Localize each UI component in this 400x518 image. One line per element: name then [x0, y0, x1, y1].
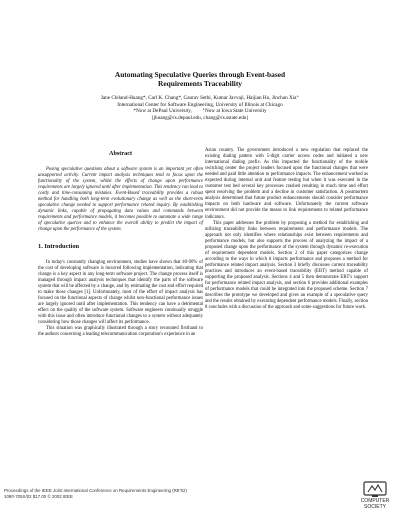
- title-line-1: Automating Speculative Queries through Event-based: [114, 70, 286, 79]
- title-line-2: Requirements Traceability: [158, 79, 242, 88]
- logo-text-line-2: SOCIETY: [364, 504, 386, 510]
- logo-text: [355, 498, 395, 510]
- right-column-paragraph-2: This paper addresses the problem by proposing a method for establishing and utilizing traceability links between requirements and performance models. The approach not only identifies where relationships exist between requirements and performance models, but also supports the process of analyzing the impact of a proposed change upon the performance of the system through dynamic re-execution of requirement dependent models. Section 2 of this paper categorizes change according to the ways in which it impacts performance and proposes a method for performance related impact analysis. Section 3 briefly discusses current traceability practices and introduces an event-based traceability (EBT) method capable of supporting the proposed analysis. Sections 4 and 5 then demonstrate EBT's support for performance related impact analysis, and section 6 provides additional examples of performance models that could be integrated into the proposed scheme. Section 7 describes the prototype we developed and gives an example of a speculative query and the results obtained by executing dependent performance models. Finally, section 8 concludes with a discussion of the approach and some suggestions for future work.: [205, 220, 368, 311]
- footer-proceedings: Proceedings of the IEEE Joint International Conference on Requirements Engineering (RE'02): [4, 488, 187, 493]
- logo-text-line-1: COMPUTER: [360, 498, 390, 504]
- footer-copyright: 1090-705X/02 $17.00 © 2002 IEEE: [4, 494, 73, 499]
- author-emails: {jhuang@cs.depaul.edu, chang@cs.sstate.edu}: [151, 114, 249, 121]
- computer-society-icon: [361, 480, 389, 498]
- section-heading-introduction: 1. Introduction: [38, 242, 80, 250]
- left-column: [38, 150, 203, 338]
- abstract-text: Posing speculative questions about a software system is an important yet often unsupported activity. Current impact analysis techniques tend to focus upon the functionality of the system, whilst the effects of change upon performance requirements are largely ignored until after implementation. This tendency can lead to costly and time-consuming mistakes. Event-Based traceability provides a robust method for handling both long-term evolutionary change as well as the short-term speculative change needed to support performance related inquiry. By establishing dynamic links, capable of propagating data values and commands between requirements and performance models, it becomes possible to automate a wide range of speculative queries and to enhance the overall ability to predict the impact of change upon the performance of the system.: [38, 167, 203, 233]
- author-block: [10, 95, 390, 121]
- right-column-paragraph-1: Asian country. The government introduced a new regulation that replaced the existing dialing pattern with 5-digit carrier access codes and initiated a new international dialing prefix. As this impacted the functionality of the mobile switching center the project leaders focused upon the functional changes that were needed and paid little attention to performance impacts. The enhancement worked as expected during internal unit and feature testing but when it was executed in the customer test bed several key processes crashed resulting in much time and effort spent resolving the problem and a decline in customer satisfaction. A postmortem analysis determined that future product enhancements should consider performance impacts on both hardware and software. Unfortunately the current software environment did not provide the means to link requirements to related performance indicators.: [205, 148, 368, 220]
- right-column: [205, 148, 368, 311]
- affiliation-primary: International Center for Software Engineering, University of Illinois at Chicago: [117, 101, 283, 108]
- page-footer: [4, 488, 187, 500]
- abstract-heading: Abstract: [108, 150, 133, 157]
- affiliation-secondary: *Now at DePaul University, ⁺Now at Iowa State University: [133, 108, 267, 115]
- introduction-paragraph-2: This situation was graphically illustrated through a story recounted firsthand to the authors concerning a leading telecommunication corporation's experience in an: [38, 326, 203, 338]
- paper-title: [40, 70, 360, 88]
- author-list: Jane Cleland-Huang*, Carl K. Chang*, Gaurav Sethi, Kumar Javvaji, Haijian Hu, Jinchan Xia⁺: [100, 95, 300, 101]
- introduction-paragraph-1: In today's constantly changing environment, studies have shown that 40-90% of the cost of developing software is incurred following implementation, indicating that change is a key aspect in any long-term software project. The change process itself is managed through impact analysis techniques that identify the parts of the software system that will be affected by a change, and by estimating the cost and effort required to make those changes [1]. Unfortunately, most of the effort of impact analysis has focused on the functional aspects of change whilst non-functional performance issues are largely ignored until after implementation. This tendency can have a detrimental effect on the quality of the software system. Software engineers continually struggle with this issue and often introduce functional changes to a system without adequately considering how those changes will affect its performance.: [38, 259, 203, 325]
- ieee-computer-society-logo: [355, 480, 395, 514]
